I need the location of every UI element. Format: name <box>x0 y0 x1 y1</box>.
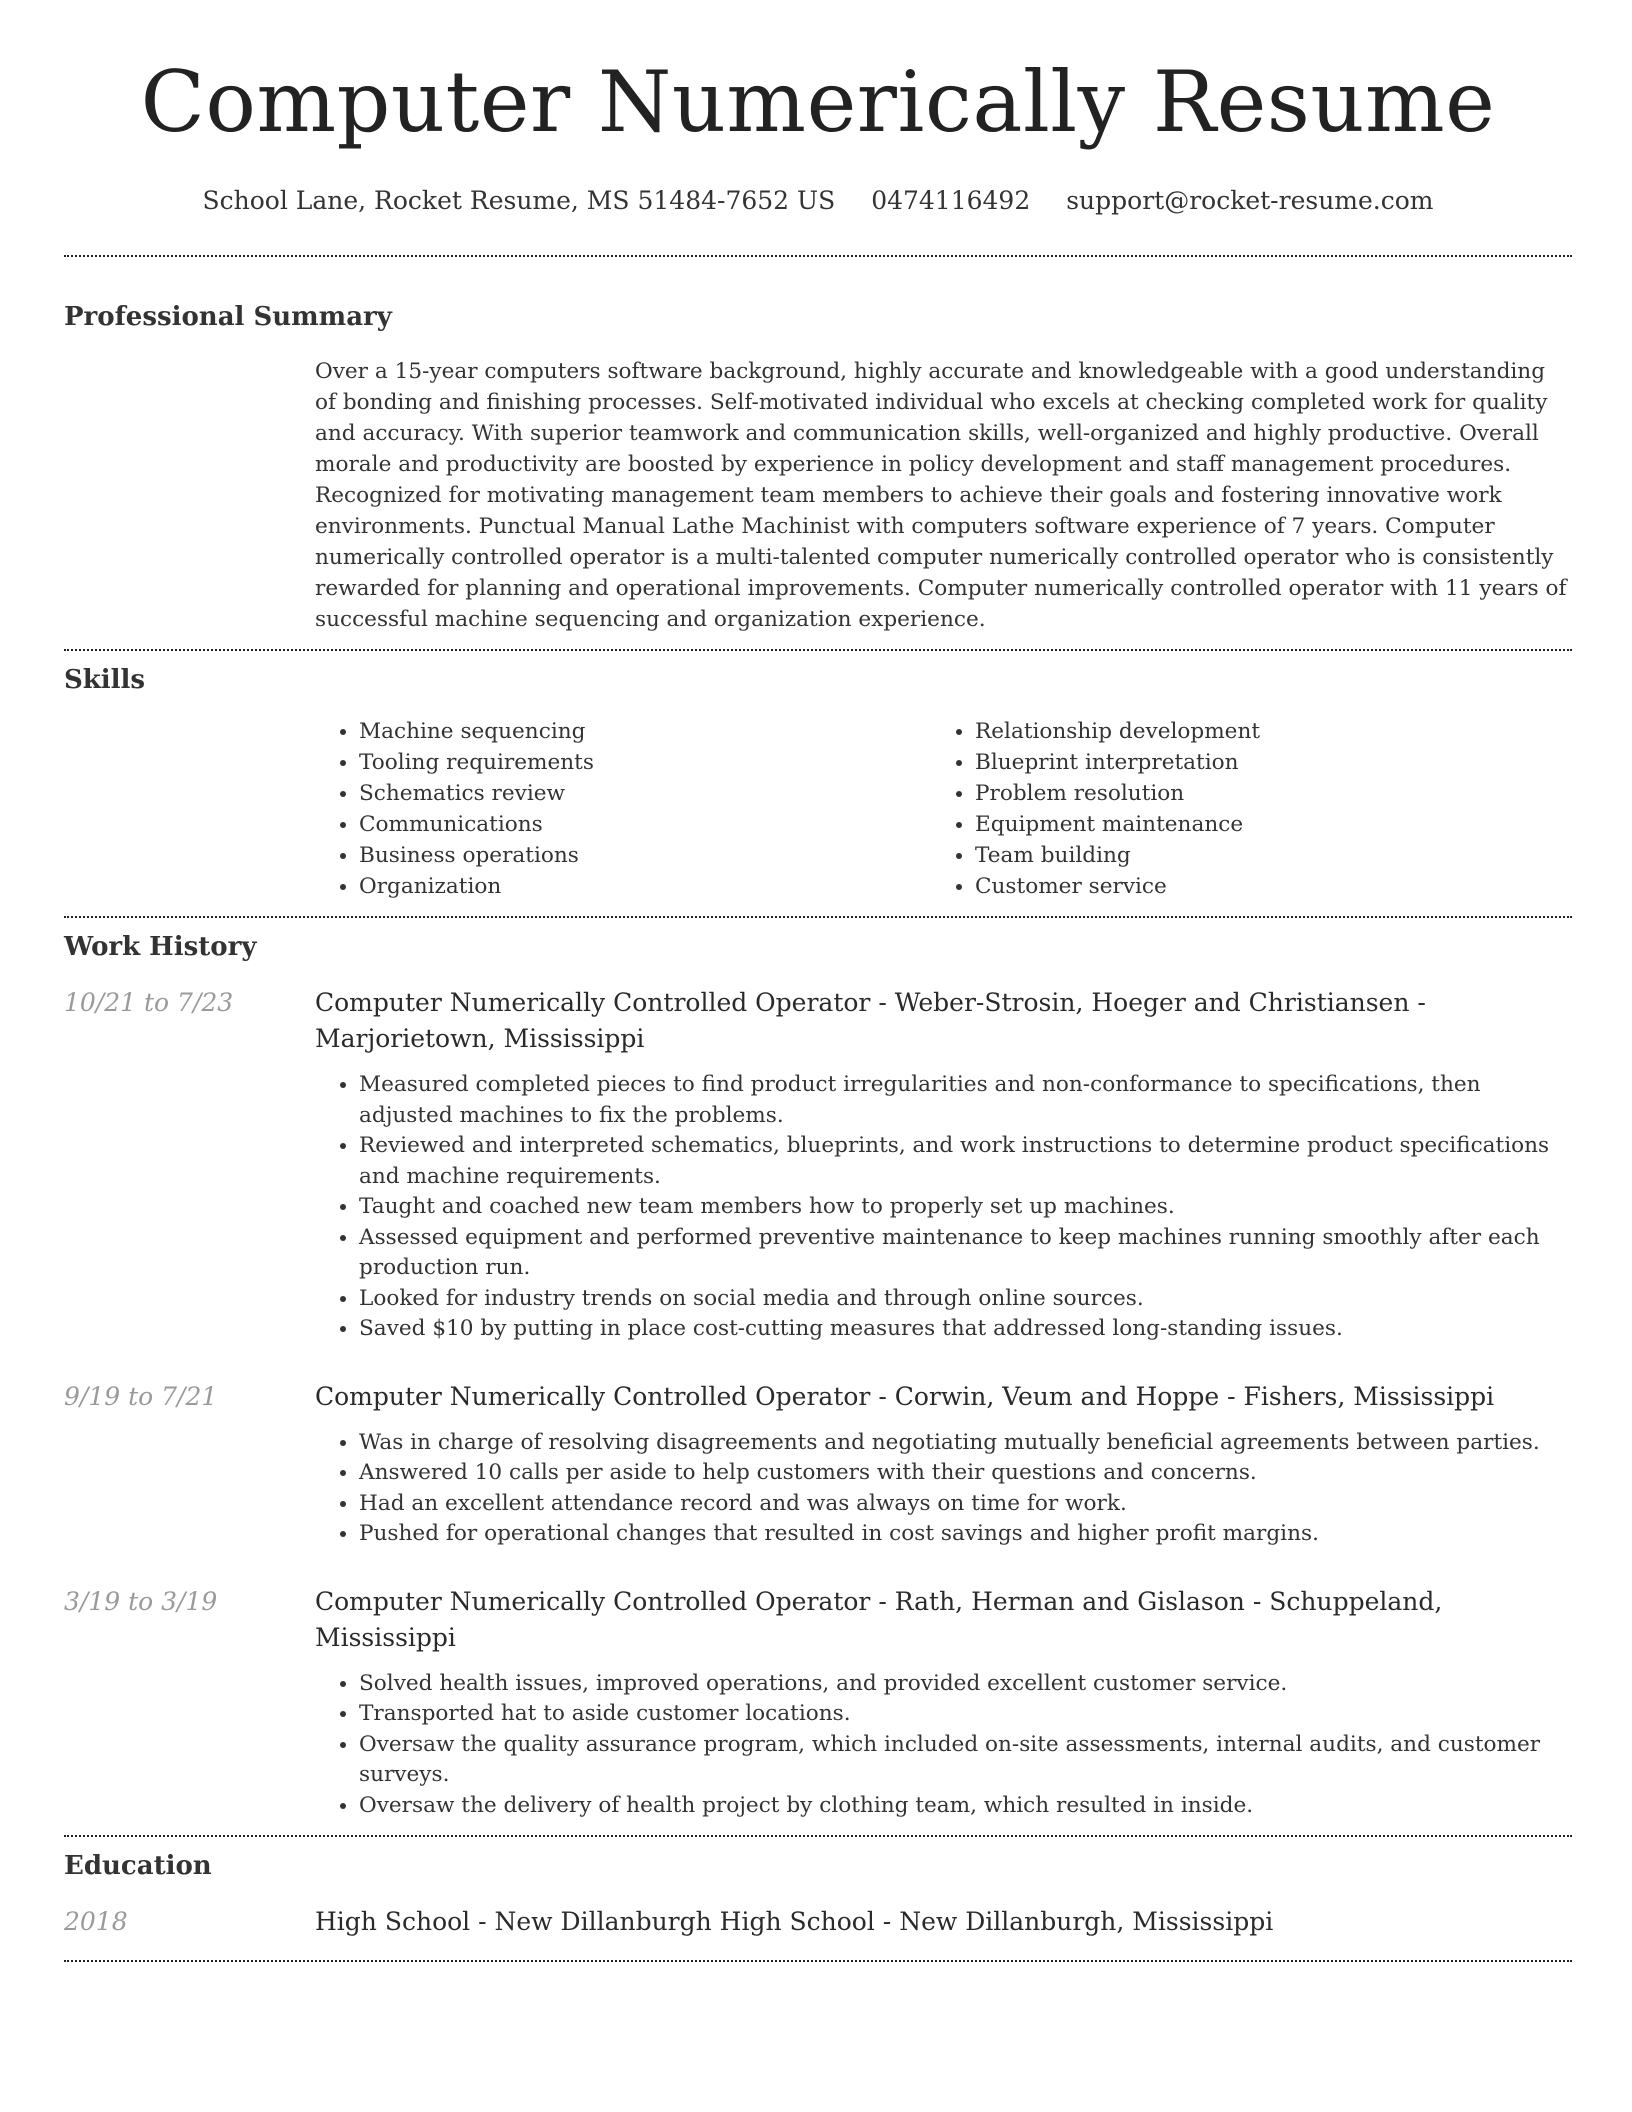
divider <box>64 255 1572 257</box>
divider <box>64 649 1572 651</box>
job-bullets <box>315 1070 1572 1345</box>
education-heading: High School - New Dillanburgh High School - New Dillanburgh, Mississippi <box>315 1907 1274 1936</box>
skill-item: • Organization <box>359 871 931 902</box>
job-bullet: • Solved health issues, improved operations, and provided excellent customer service. <box>359 1669 1572 1700</box>
skill-item: • Problem resolution <box>975 778 1547 809</box>
work-history-section <box>64 930 1572 1821</box>
skill-item: • Machine sequencing <box>359 716 931 747</box>
job-dates: 3/19 to 3/19 <box>64 1586 218 1616</box>
skill-item: • Communications <box>359 809 931 840</box>
skill-item: • Blueprint interpretation <box>975 747 1547 778</box>
job-bullet: • Transported hat to aside customer locations. <box>359 1699 1572 1730</box>
skills-section <box>64 663 1572 902</box>
section-title-work: Work History <box>64 932 257 962</box>
job-bullet: • Oversaw the delivery of health project by clothing team, which resulted in inside. <box>359 1791 1572 1822</box>
summary-section <box>64 300 1572 635</box>
skill-item: • Business operations <box>359 840 931 871</box>
divider <box>64 1835 1572 1837</box>
education-date: 2018 <box>64 1907 128 1936</box>
job-bullets <box>315 1428 1572 1550</box>
resume-name: Computer Numerically Resume <box>140 53 1496 151</box>
education-section <box>64 1849 1572 1940</box>
contact-phone: 0474116492 <box>871 186 1031 215</box>
job-bullet: • Answered 10 calls per aside to help customers with their questions and concerns. <box>359 1458 1572 1489</box>
job-entry <box>64 985 1572 1345</box>
job-entry <box>64 1379 1572 1550</box>
skill-item: • Equipment maintenance <box>975 809 1547 840</box>
skill-item: • Schematics review <box>359 778 931 809</box>
contact-address: School Lane, Rocket Resume, MS 51484-7652 US <box>202 186 836 215</box>
summary-text: Over a 15-year computers software background, highly accurate and knowledgeable with a good understanding of bonding and finishing processes. Self-motivated individual who excels at checking completed work for quality and accuracy. With superior teamwork and communication skills, well-organized and highly productive. Overall morale and productivity are boosted by experience in policy development and staff management procedures. Recognized for motivating management team members to achieve their goals and fostering innovative work environments. Punctual Manual Lathe Machinist with computers software experience of 7 years. Computer numerically controlled operator is a multi-talented computer numerically controlled operator who is consistently rewarded for planning and operational improvements. Computer numerically controlled operator with 11 years of successful machine sequencing and organization experience. <box>315 359 1567 632</box>
divider <box>64 1960 1572 1962</box>
job-bullet: • Oversaw the quality assurance program, which included on-site assessments, internal audits, and customer surveys. <box>359 1730 1572 1791</box>
job-heading: Computer Numerically Controlled Operator - Corwin, Veum and Hoppe - Fishers, Mississippi <box>315 1381 1495 1411</box>
contact-line <box>64 184 1572 218</box>
job-bullet: • Measured completed pieces to find product irregularities and non-conformance to specifications, then adjusted machines to fix the problems. <box>359 1070 1572 1131</box>
skill-item: • Tooling requirements <box>359 747 931 778</box>
skill-item: • Customer service <box>975 871 1547 902</box>
job-dates: 10/21 to 7/23 <box>64 988 234 1017</box>
skills-column-right <box>931 716 1547 902</box>
job-bullet: • Taught and coached new team members how to properly set up machines. <box>359 1192 1572 1223</box>
section-title-skills: Skills <box>64 665 146 695</box>
skills-list <box>315 716 1572 902</box>
job-bullet: • Looked for industry trends on social media and through online sources. <box>359 1284 1572 1315</box>
education-entry <box>64 1904 1572 1940</box>
contact-email: support@rocket-resume.com <box>1066 186 1434 215</box>
section-title-education: Education <box>64 1851 212 1881</box>
job-bullet: • Assessed equipment and performed preventive maintenance to keep machines running smoothly after each production run. <box>359 1223 1572 1284</box>
job-heading: Computer Numerically Controlled Operator - Weber-Strosin, Hoeger and Christiansen - Marjorietown, Mississippi <box>315 988 1426 1053</box>
job-bullet: • Pushed for operational changes that resulted in cost savings and higher profit margins. <box>359 1519 1572 1550</box>
skill-item: • Team building <box>975 840 1547 871</box>
job-bullet: • Was in charge of resolving disagreements and negotiating mutually beneficial agreements between parties. <box>359 1428 1572 1459</box>
skill-item: • Relationship development <box>975 716 1547 747</box>
section-title-summary: Professional Summary <box>64 302 392 332</box>
job-dates: 9/19 to 7/21 <box>64 1381 218 1411</box>
job-bullets <box>315 1669 1572 1822</box>
job-bullet: • Had an excellent attendance record and was always on time for work. <box>359 1489 1572 1520</box>
job-heading: Computer Numerically Controlled Operator - Rath, Herman and Gislason - Schuppeland, Mississippi <box>315 1586 1443 1652</box>
resume-page <box>64 0 1572 1962</box>
divider <box>64 916 1572 918</box>
job-bullet: • Saved $10 by putting in place cost-cutting measures that addressed long-standing issues. <box>359 1314 1572 1345</box>
skills-column-left <box>315 716 931 902</box>
job-bullet: • Reviewed and interpreted schematics, blueprints, and work instructions to determine product specifications and machine requirements. <box>359 1131 1572 1192</box>
job-entry <box>64 1584 1572 1822</box>
